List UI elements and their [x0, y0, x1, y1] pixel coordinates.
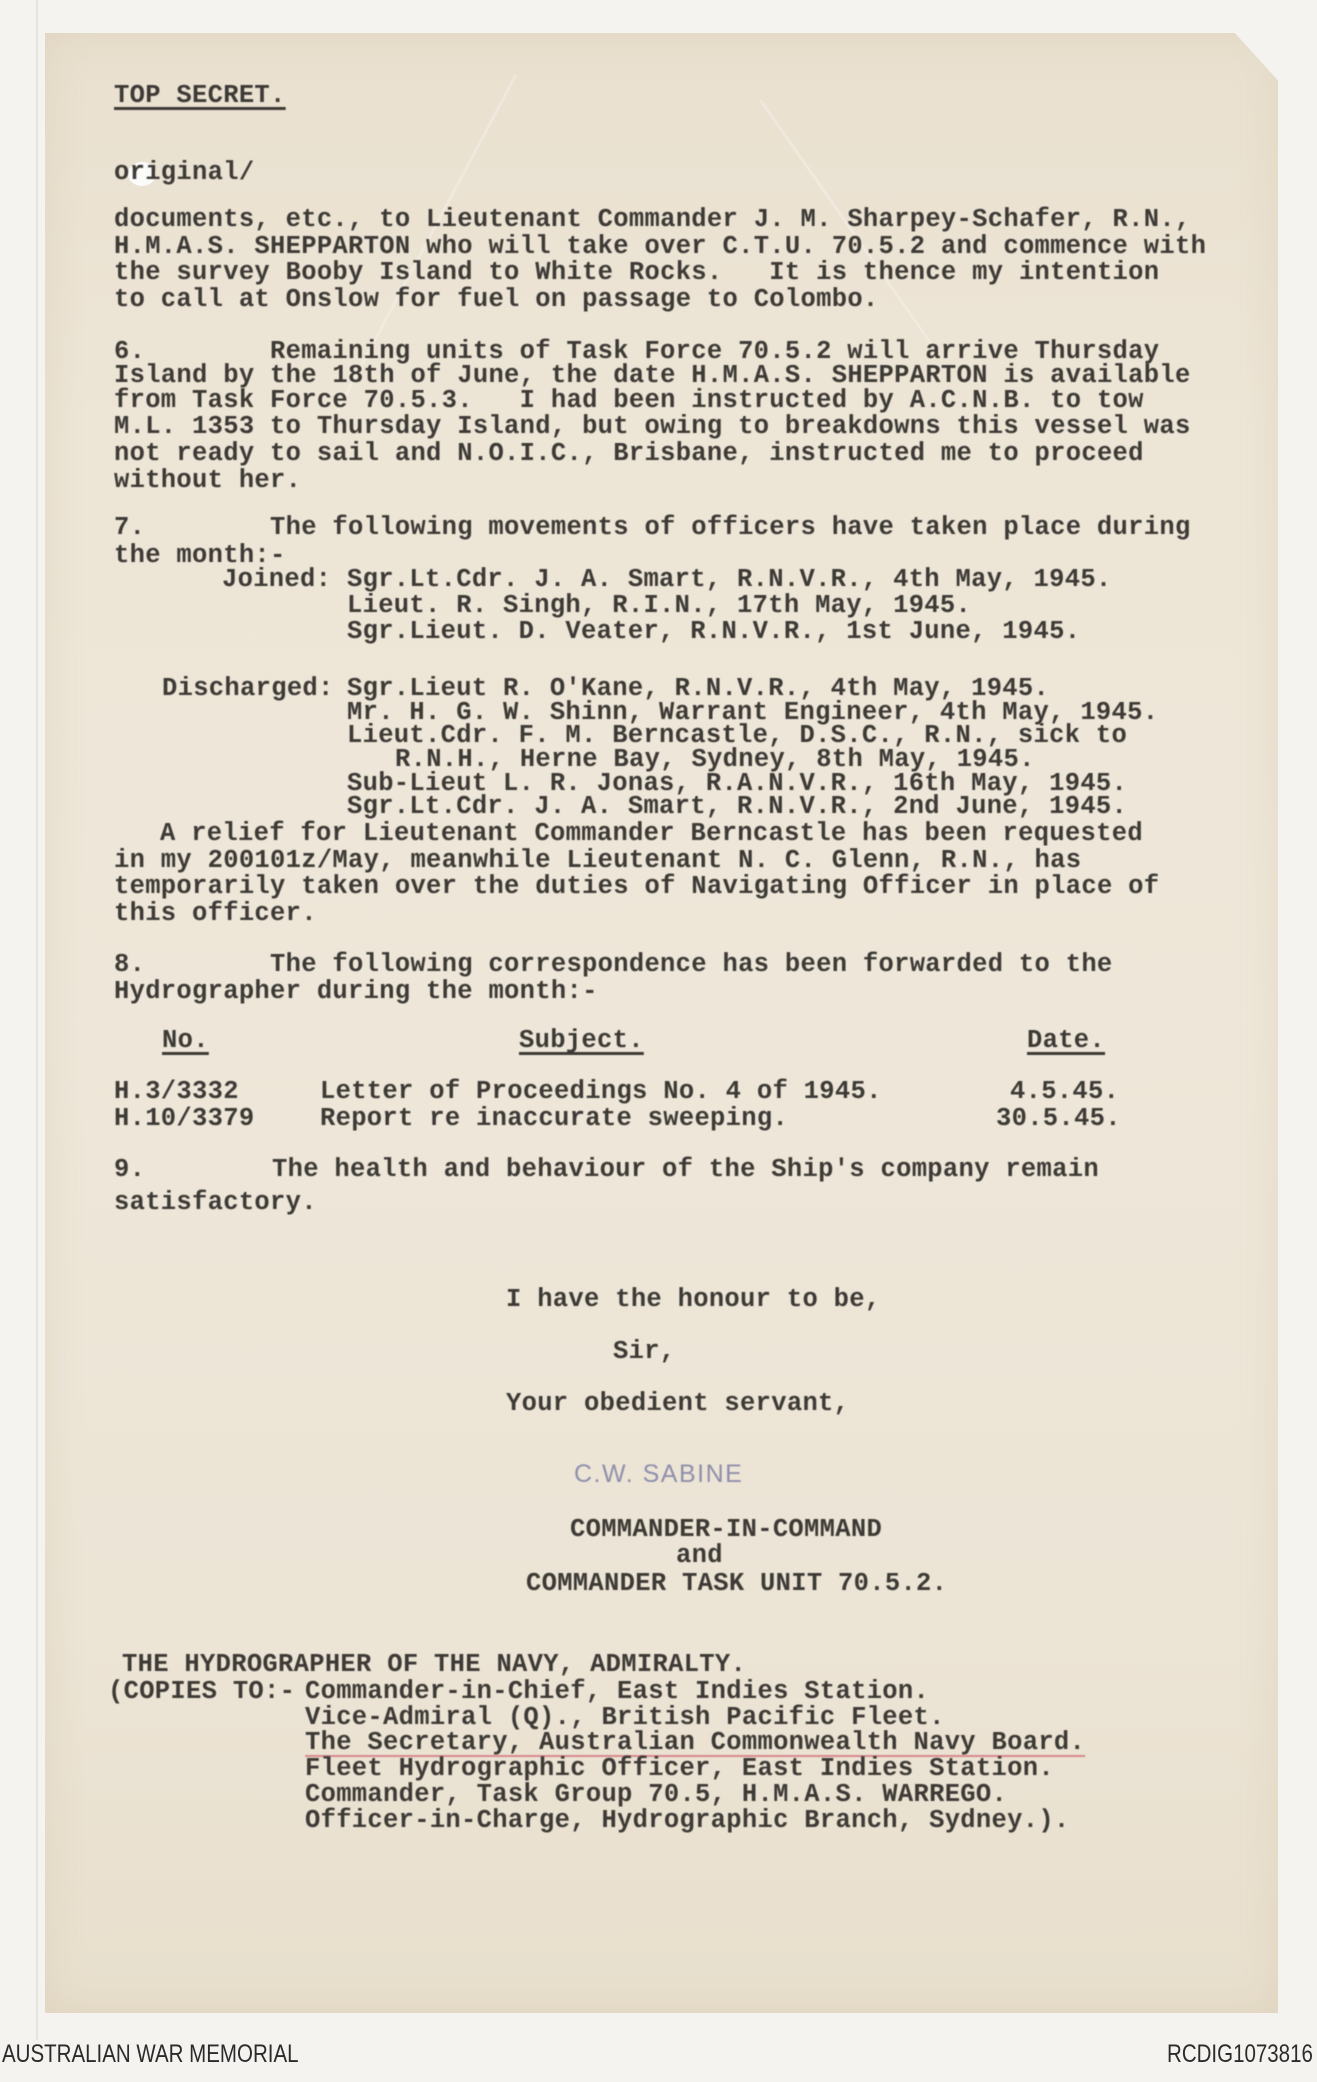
copy-recipient: Fleet Hydrographic Officer, East Indies Station.: [305, 1754, 1054, 1783]
officer-entry: R.N.H., Herne Bay, Sydney, 8th May, 1945.: [395, 745, 1035, 774]
paragraph-number: 8.: [114, 950, 146, 979]
officer-entry: Sub-Lieut L. R. Jonas, R.A.N.V.R., 16th May, 1945.: [347, 769, 1128, 798]
body-line: the month:-: [114, 541, 286, 570]
table-header-date: Date.: [1027, 1026, 1106, 1055]
institution-label: AUSTRALIAN WAR MEMORIAL: [2, 2040, 299, 2068]
signatory-title: COMMANDER TASK UNIT 70.5.2.: [526, 1569, 948, 1598]
body-line: temporarily taken over the duties of Navigating Officer in place of: [114, 872, 1160, 901]
scan-edge: [36, 0, 38, 2040]
body-line: in my 200101z/May, meanwhile Lieutenant N. C. Glenn, R.N., has: [114, 846, 1082, 875]
closing-honour: I have the honour to be,: [506, 1285, 881, 1314]
classification-heading: TOP SECRET.: [114, 81, 286, 110]
officer-entry: Lieut.Cdr. F. M. Berncastle, D.S.C., R.N., sick to: [347, 721, 1128, 750]
officer-entry: Sgr.Lt.Cdr. J. A. Smart, R.N.V.R., 2nd June, 1945.: [347, 792, 1128, 821]
officer-entry: Mr. H. G. W. Shinn, Warrant Engineer, 4th May, 1945.: [347, 698, 1159, 727]
body-line: The health and behaviour of the Ship's company remain: [272, 1155, 1099, 1184]
continuation-marker: original/: [114, 158, 255, 187]
body-line: satisfactory.: [114, 1188, 317, 1217]
body-line: The following movements of officers have taken place during: [270, 513, 1191, 542]
body-line: A relief for Lieutenant Commander Berncastle has been requested: [160, 819, 1143, 848]
joined-label: Joined:: [222, 565, 332, 594]
table-cell-date: 4.5.45.: [1010, 1077, 1120, 1106]
body-line: Island by the 18th of June, the date H.M.A.S. SHEPPARTON is available: [114, 361, 1191, 390]
body-line: Remaining units of Task Force 70.5.2 will arrive Thursday: [270, 337, 1160, 366]
body-line: documents, etc., to Lieutenant Commander J. M. Sharpey-Schafer, R.N.,: [114, 205, 1191, 234]
copy-recipient: The Secretary, Australian Commonwealth Navy Board.: [305, 1728, 1086, 1757]
table-header-no: No.: [162, 1026, 209, 1055]
closing-servant: Your obedient servant,: [506, 1389, 850, 1418]
officer-entry: Sgr.Lieut. D. Veater, R.N.V.R., 1st June, 1945.: [347, 617, 1081, 646]
addressee: THE HYDROGRAPHER OF THE NAVY, ADMIRALTY.: [122, 1650, 747, 1679]
body-line: not ready to sail and N.O.I.C., Brisbane, instructed me to proceed: [114, 439, 1144, 468]
paragraph-number: 7.: [114, 513, 146, 542]
table-cell-no: H.10/3379: [114, 1104, 255, 1133]
body-line: this officer.: [114, 899, 317, 928]
record-id: RCDIG1073816: [1167, 2040, 1313, 2068]
table-cell-no: H.3/3332: [114, 1077, 239, 1106]
body-line: M.L. 1353 to Thursday Island, but owing to breakdowns this vessel was: [114, 412, 1191, 441]
copy-recipient: Commander-in-Chief, East Indies Station.: [305, 1677, 930, 1706]
paragraph-number: 6.: [114, 337, 146, 366]
table-cell-subject: Letter of Proceedings No. 4 of 1945.: [320, 1077, 882, 1106]
body-line: the survey Booby Island to White Rocks. It is thence my intention: [114, 258, 1160, 287]
body-line: to call at Onslow for fuel on passage to Colombo.: [114, 285, 879, 314]
signatory-title: COMMANDER-IN-COMMAND: [570, 1515, 883, 1544]
copy-recipient: Officer-in-Charge, Hydrographic Branch, Sydney.).: [305, 1806, 1070, 1835]
table-header-subject: Subject.: [519, 1026, 644, 1055]
signature-stamp: C.W. SABINE: [574, 1460, 744, 1488]
body-line: without her.: [114, 466, 302, 495]
body-line: The following correspondence has been forwarded to the: [270, 950, 1113, 979]
copies-label: (COPIES TO:-: [108, 1677, 296, 1706]
copy-recipient: Commander, Task Group 70.5, H.M.A.S. WARREGO.: [305, 1780, 1008, 1809]
copy-recipient: Vice-Admiral (Q)., British Pacific Fleet.: [305, 1703, 945, 1732]
table-cell-subject: Report re inaccurate sweeping.: [320, 1104, 789, 1133]
officer-entry: Lieut. R. Singh, R.I.N., 17th May, 1945.: [347, 591, 972, 620]
body-line: from Task Force 70.5.3. I had been instructed by A.C.N.B. to tow: [114, 386, 1144, 415]
discharged-label: Discharged:: [162, 674, 334, 703]
officer-entry: Sgr.Lt.Cdr. J. A. Smart, R.N.V.R., 4th May, 1945.: [347, 565, 1112, 594]
closing-salutation: Sir,: [613, 1337, 676, 1366]
signatory-and: and: [676, 1541, 723, 1570]
body-line: H.M.A.S. SHEPPARTON who will take over C.T.U. 70.5.2 and commence with: [114, 232, 1207, 261]
table-cell-date: 30.5.45.: [996, 1104, 1121, 1133]
body-line: Hydrographer during the month:-: [114, 977, 598, 1006]
officer-entry: Sgr.Lieut R. O'Kane, R.N.V.R., 4th May, 1945.: [347, 674, 1050, 703]
paragraph-number: 9.: [114, 1155, 146, 1184]
